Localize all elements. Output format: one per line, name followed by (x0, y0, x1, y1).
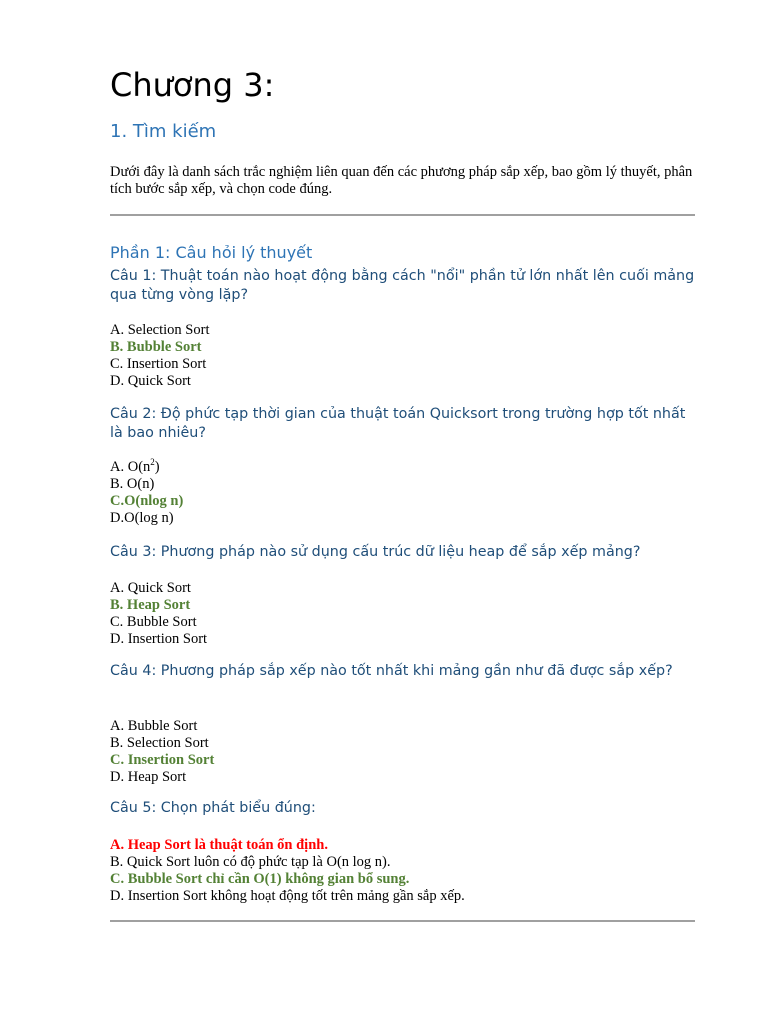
chapter-title: Chương 3: (110, 66, 275, 104)
section-title: 1. Tìm kiếm (110, 121, 217, 142)
intro-paragraph: Dưới đây là danh sách trắc nghiệm liên quan đến các phương pháp sắp xếp, bao gồm lý thuyết, phân tích bước sắp xếp, và chọn code đúng. (110, 164, 693, 197)
option-a: A. Bubble Sort (110, 718, 198, 734)
divider-top (110, 214, 695, 216)
option-b: B. Quick Sort luôn có độ phức tạp là O(n log n). (110, 854, 391, 870)
option-c: C. Insertion Sort (110, 356, 207, 372)
question-2-options (110, 459, 695, 527)
question-4-options (110, 718, 695, 786)
question-3-options (110, 580, 695, 648)
option-c: C. Bubble Sort (110, 614, 197, 630)
question-4: Câu 4: Phương pháp sắp xếp nào tốt nhất khi mảng gần như đã được sắp xếp? (110, 663, 673, 679)
question-5: Câu 5: Chọn phát biểu đúng: (110, 800, 316, 816)
part-title: Phần 1: Câu hỏi lý thuyết (110, 243, 313, 262)
option-a: A. Heap Sort là thuật toán ổn định. (110, 837, 328, 853)
option-a: A. Quick Sort (110, 580, 191, 596)
option-a (110, 459, 695, 476)
option-b: B. Heap Sort (110, 597, 191, 613)
option-d: D.O(log n) (110, 510, 174, 526)
option-a: A. Selection Sort (110, 322, 210, 338)
question-1-options (110, 322, 695, 390)
option-a-exponent: 2 (150, 457, 155, 468)
option-c: C. Bubble Sort chỉ cần O(1) không gian bổ sung. (110, 871, 410, 887)
question-5-options (110, 837, 695, 905)
option-a-text: A. O(n (110, 459, 151, 475)
option-b: B. O(n) (110, 476, 155, 492)
option-a-tail: ) (154, 459, 160, 475)
option-d: D. Insertion Sort không hoạt động tốt trên mảng gần sắp xếp. (110, 888, 465, 904)
option-b: B. Bubble Sort (110, 339, 202, 355)
divider-bottom (110, 920, 695, 922)
option-d: D. Insertion Sort (110, 631, 208, 647)
option-b: B. Selection Sort (110, 735, 209, 751)
option-c: C. Insertion Sort (110, 752, 215, 768)
option-d: D. Quick Sort (110, 373, 191, 389)
question-2: Câu 2: Độ phức tạp thời gian của thuật toán Quicksort trong trường hợp tốt nhất là bao nhiêu? (110, 406, 686, 441)
option-c: C.O(nlog n) (110, 493, 184, 509)
question-3: Câu 3: Phương pháp nào sử dụng cấu trúc dữ liệu heap để sắp xếp mảng? (110, 544, 641, 560)
question-1: Câu 1: Thuật toán nào hoạt động bằng cách "nổi" phần tử lớn nhất lên cuối mảng qua từng vòng lặp? (110, 268, 695, 303)
option-d: D. Heap Sort (110, 769, 187, 785)
